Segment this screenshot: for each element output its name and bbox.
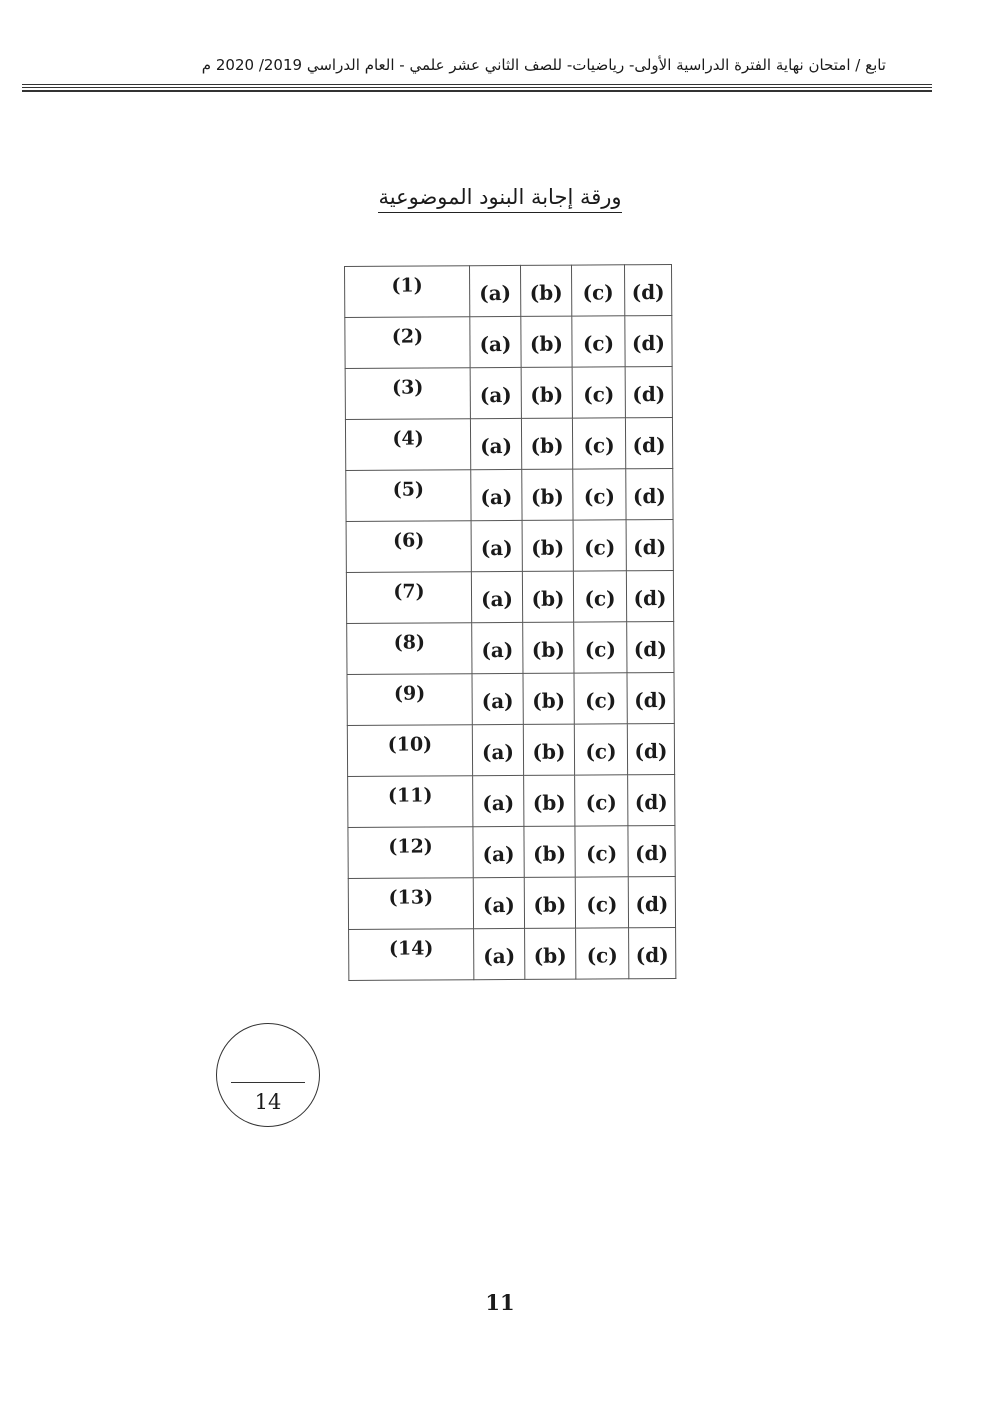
answer-option-c[interactable]: (c)	[572, 316, 625, 367]
answer-row	[347, 723, 674, 776]
answer-option-c[interactable]: (c)	[575, 826, 628, 877]
answer-option-a[interactable]: (a)	[470, 418, 521, 469]
answer-option-d[interactable]: (d)	[627, 723, 674, 774]
answer-option-a[interactable]: (a)	[470, 367, 521, 418]
answer-option-d[interactable]: (d)	[628, 876, 675, 927]
answer-option-b[interactable]: (b)	[523, 673, 574, 724]
answer-grid	[344, 264, 676, 981]
answer-option-b[interactable]: (b)	[521, 316, 572, 367]
answer-row	[345, 264, 672, 317]
question-number: (11)	[348, 776, 473, 828]
answer-option-b[interactable]: (b)	[521, 367, 572, 418]
answer-option-b[interactable]: (b)	[522, 469, 573, 520]
answer-row	[347, 672, 674, 725]
answer-option-b[interactable]: (b)	[525, 928, 576, 979]
answer-row	[346, 468, 673, 521]
answer-option-a[interactable]: (a)	[473, 877, 524, 928]
answer-option-b[interactable]: (b)	[522, 571, 573, 622]
answer-option-d[interactable]: (d)	[628, 825, 675, 876]
answer-option-d[interactable]: (d)	[625, 366, 672, 417]
answer-row	[349, 927, 676, 980]
answer-option-d[interactable]: (d)	[626, 519, 673, 570]
answer-option-a[interactable]: (a)	[471, 571, 522, 622]
answer-row	[346, 519, 673, 572]
answer-option-d[interactable]: (d)	[625, 315, 672, 366]
answer-row	[348, 774, 675, 827]
answer-sheet-title	[300, 185, 700, 209]
question-number: (6)	[346, 521, 471, 573]
page-number: 11	[485, 1290, 515, 1315]
answer-row	[348, 876, 675, 929]
answer-option-d[interactable]: (d)	[625, 417, 672, 468]
answer-option-a[interactable]: (a)	[472, 724, 523, 775]
answer-option-c[interactable]: (c)	[575, 775, 628, 826]
answer-option-a[interactable]: (a)	[470, 316, 521, 367]
answer-option-c[interactable]: (c)	[571, 265, 624, 316]
score-circle	[216, 1023, 320, 1127]
header-divider	[22, 87, 932, 88]
answer-option-c[interactable]: (c)	[572, 367, 625, 418]
answer-row	[345, 315, 672, 368]
answer-option-b[interactable]: (b)	[523, 622, 574, 673]
question-number: (8)	[347, 623, 472, 675]
answer-option-d[interactable]: (d)	[626, 468, 673, 519]
question-number: (13)	[348, 878, 473, 930]
question-number: (12)	[348, 827, 473, 879]
header-divider	[22, 84, 932, 85]
answer-option-a[interactable]: (a)	[474, 928, 525, 979]
question-number: (2)	[345, 317, 470, 369]
score-fraction-line	[231, 1082, 305, 1083]
question-number: (7)	[346, 572, 471, 624]
question-number: (14)	[349, 929, 474, 981]
answer-option-b[interactable]: (b)	[524, 826, 575, 877]
answer-option-c[interactable]: (c)	[576, 928, 629, 979]
answer-option-b[interactable]: (b)	[520, 265, 571, 316]
question-number: (5)	[346, 470, 471, 522]
question-number: (3)	[345, 368, 470, 420]
question-number: (10)	[347, 725, 472, 777]
answer-sheet-title-text: ورقة إجابة البنود الموضوعية	[378, 185, 621, 213]
answer-option-a[interactable]: (a)	[472, 673, 523, 724]
answer-option-c[interactable]: (c)	[575, 877, 628, 928]
answer-option-c[interactable]: (c)	[573, 571, 626, 622]
answer-row	[345, 366, 672, 419]
answer-option-a[interactable]: (a)	[470, 265, 521, 316]
answer-row	[347, 621, 674, 674]
header-divider	[22, 90, 932, 92]
answer-option-a[interactable]: (a)	[473, 775, 524, 826]
answer-option-b[interactable]: (b)	[523, 724, 574, 775]
answer-option-b[interactable]: (b)	[521, 418, 572, 469]
answer-option-c[interactable]: (c)	[572, 418, 625, 469]
answer-option-d[interactable]: (d)	[624, 264, 671, 315]
answer-option-d[interactable]: (d)	[626, 570, 673, 621]
answer-option-d[interactable]: (d)	[627, 621, 674, 672]
answer-option-d[interactable]: (d)	[627, 672, 674, 723]
score-total: 14	[254, 1090, 282, 1114]
answer-row	[346, 570, 673, 623]
answer-option-b[interactable]: (b)	[524, 775, 575, 826]
answer-option-d[interactable]: (d)	[628, 774, 675, 825]
answer-option-c[interactable]: (c)	[573, 520, 626, 571]
answer-option-d[interactable]: (d)	[629, 927, 676, 978]
answer-option-a[interactable]: (a)	[473, 826, 524, 877]
question-number: (9)	[347, 674, 472, 726]
answer-row	[348, 825, 675, 878]
answer-row	[345, 417, 672, 470]
answer-option-c[interactable]: (c)	[573, 469, 626, 520]
answer-option-a[interactable]: (a)	[472, 622, 523, 673]
answer-option-c[interactable]: (c)	[574, 622, 627, 673]
question-number: (4)	[345, 419, 470, 471]
answer-option-b[interactable]: (b)	[524, 877, 575, 928]
answer-option-b[interactable]: (b)	[522, 520, 573, 571]
answer-option-c[interactable]: (c)	[574, 673, 627, 724]
question-number: (1)	[345, 266, 470, 318]
answer-option-a[interactable]: (a)	[471, 469, 522, 520]
exam-header: تابع / امتحان نهاية الفترة الدراسية الأولى- رياضيات- للصف الثاني عشر علمي - العام الدراسي 2019/ 2020 م	[201, 56, 886, 74]
answer-option-a[interactable]: (a)	[471, 520, 522, 571]
answer-option-c[interactable]: (c)	[574, 724, 627, 775]
